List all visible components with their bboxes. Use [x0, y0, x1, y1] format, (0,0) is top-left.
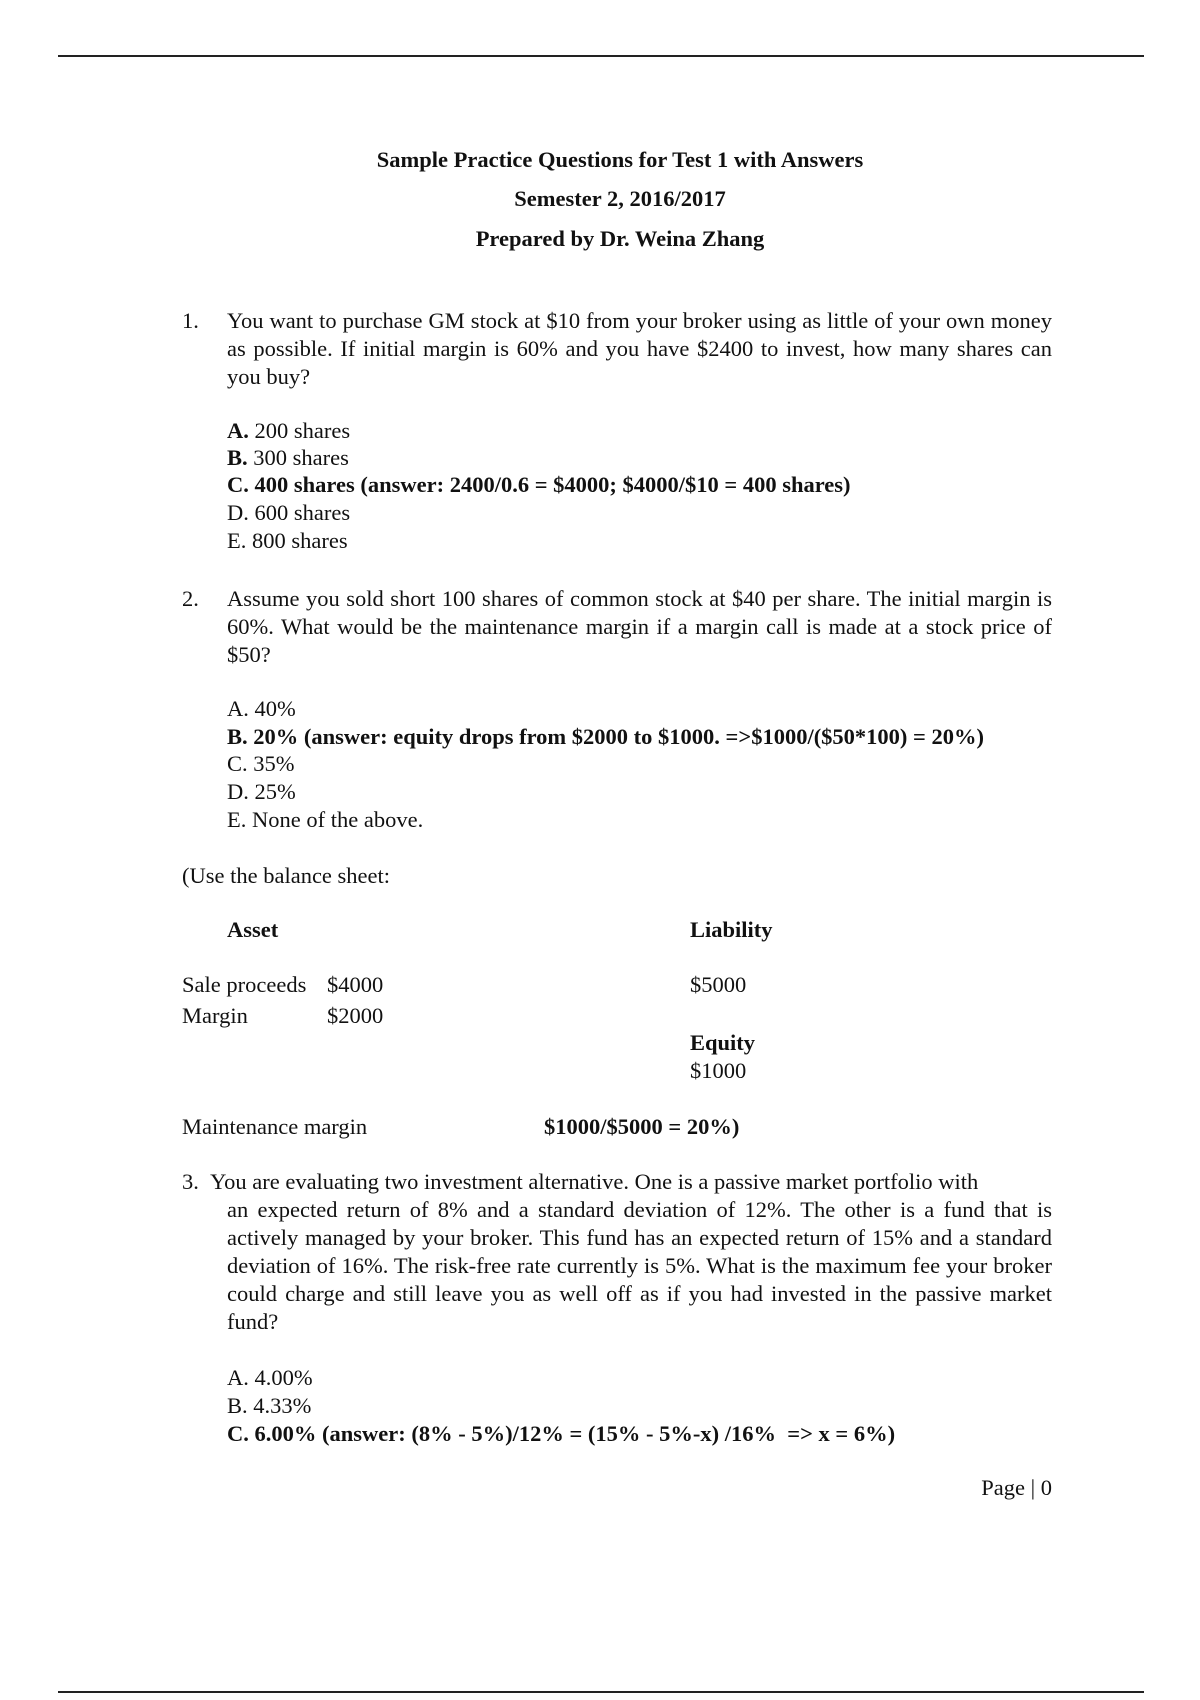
margin-value: $2000 — [327, 1003, 384, 1028]
question-number: 1. — [182, 308, 199, 333]
option-letter: E. — [227, 807, 247, 832]
option-d — [227, 499, 350, 527]
author-line: Prepared by Dr. Weina Zhang — [475, 226, 765, 251]
option-text: 4.00% — [254, 1365, 313, 1390]
bottom-rule — [58, 1691, 1144, 1693]
option-text: 300 shares — [253, 445, 349, 470]
liability-value: $5000 — [690, 972, 747, 997]
maintenance-margin-label: Maintenance margin — [182, 1114, 368, 1139]
option-text: None of the above. — [252, 807, 424, 832]
option-e — [227, 806, 423, 834]
question-text: You want to purchase GM stock at $10 from your broker using as little of your own money as possible. If initial margin is 60% and you have $2400 to invest, how many shares can you buy? — [227, 308, 1052, 389]
option-letter: B. — [227, 1393, 248, 1418]
margin-label: Margin — [182, 1003, 248, 1028]
option-text: 600 shares — [254, 500, 351, 525]
option-e — [227, 527, 348, 555]
semester-line: Semester 2, 2016/2017 — [514, 186, 726, 211]
option-letter: C. — [227, 472, 249, 497]
option-a — [227, 417, 350, 445]
option-text: 40% — [254, 696, 296, 721]
option-text: 6.00% (answer: (8% - 5%)/12% = (15% - 5%-x) /16% => x = 6%) — [254, 1421, 896, 1446]
option-c-answer — [227, 1420, 895, 1448]
maintenance-margin-value: $1000/$5000 = 20%) — [544, 1114, 740, 1139]
question-text: an expected return of 8% and a standard deviation of 12%. The other is a fund that is actively managed by your broker. This fund has an expected return of 15% and a standard deviation of 16%. The risk-free rate currently is 5%. What is the maximum fee your broker could charge and still leave you as well off as if you had invested in the passive market fund? — [227, 1197, 1052, 1334]
question-text-first-line: 3. You are evaluating two investment alternative. One is a passive market portfolio with — [182, 1169, 979, 1194]
option-b — [227, 444, 349, 472]
option-b — [227, 1392, 311, 1420]
option-text: 4.33% — [253, 1393, 312, 1418]
sale-proceeds-label: Sale proceeds — [182, 972, 307, 997]
sale-proceeds-value: $4000 — [327, 972, 384, 997]
liability-header: Liability — [690, 917, 773, 942]
option-letter: A. — [227, 418, 249, 443]
option-d — [227, 778, 296, 806]
option-text: 20% (answer: equity drops from $2000 to $1000. =>$1000/($50*100) = 20%) — [253, 724, 984, 749]
option-letter: A. — [227, 1365, 249, 1390]
document-title: Sample Practice Questions for Test 1 with Answers — [376, 147, 864, 172]
option-letter: B. — [227, 445, 248, 470]
option-letter: C. — [227, 751, 248, 776]
page-number: Page | 0 — [981, 1475, 1052, 1500]
top-rule — [58, 55, 1144, 57]
option-a — [227, 1364, 313, 1392]
option-b-answer — [227, 723, 984, 751]
balance-sheet-intro: (Use the balance sheet: — [182, 863, 391, 888]
option-letter: C. — [227, 1421, 249, 1446]
equity-header: Equity — [690, 1030, 756, 1055]
question-text: Assume you sold short 100 shares of common stock at $40 per share. The initial margin is 60%. What would be the maintenance margin if a margin call is made at a stock price of $50? — [227, 586, 1052, 667]
equity-value: $1000 — [690, 1058, 747, 1083]
option-letter: D. — [227, 779, 249, 804]
option-a — [227, 695, 296, 723]
option-text: 400 shares (answer: 2400/0.6 = $4000; $4000/$10 = 400 shares) — [254, 472, 851, 497]
option-c-answer — [227, 471, 851, 499]
option-c — [227, 750, 295, 778]
asset-header: Asset — [227, 917, 279, 942]
option-letter: A. — [227, 696, 249, 721]
option-text: 35% — [253, 751, 295, 776]
option-letter: D. — [227, 500, 249, 525]
question-number: 2. — [182, 586, 199, 611]
question-number: 3. — [182, 1169, 199, 1194]
option-letter: B. — [227, 724, 248, 749]
option-text: 25% — [254, 779, 296, 804]
option-text: 200 shares — [254, 418, 351, 443]
option-text: 800 shares — [252, 528, 348, 553]
option-letter: E. — [227, 528, 247, 553]
